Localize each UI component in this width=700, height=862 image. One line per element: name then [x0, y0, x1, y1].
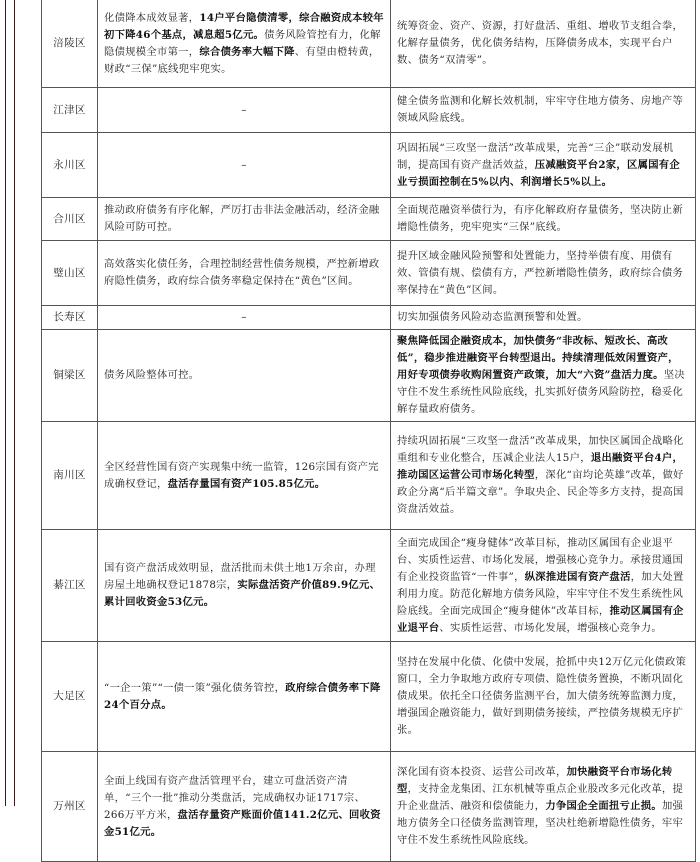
table-row: [42, 306, 696, 330]
plan-cell: [391, 530, 696, 642]
left-text-segment: 盘活存量国有资产105.85亿元。: [167, 477, 326, 490]
plan-cell: [391, 133, 696, 198]
left-text-segment: 化债降本成效显著，: [104, 11, 200, 24]
table-row: [42, 330, 696, 422]
table-row: [42, 422, 696, 530]
left-text-segment: “一企一策”“一债一策”强化债务管控，: [104, 681, 286, 694]
table-row: [42, 241, 696, 306]
right-text-segment: 加快融资平台市场化转型: [397, 766, 673, 795]
right-text-segment: 提升区域金融风险预警和处置能力，坚持举债有度、用债有效、管债有规、偿债有方，严控新增隐性债务，政府综合债务率保持在“黄色”区间。: [397, 249, 684, 296]
district-name: 长寿区: [42, 306, 98, 330]
district-name: 铜梁区: [42, 330, 98, 422]
table-row: [42, 133, 696, 198]
table-row: [42, 88, 696, 133]
right-text-segment: 全面完成国企“瘦身健体”改革目标，推动区属国有企业退平台、实质性运营、市场化发展，增强核心竞争力。承接贯通国有企业投资监管“一件事”，: [397, 536, 684, 583]
left-text-segment: 债务风险整体可控。: [104, 369, 200, 381]
district-name: 璧山区: [42, 241, 98, 306]
left-text-segment: 实际盘活资产价值89.9亿元、累计回收资金53亿元。: [104, 579, 381, 608]
right-text-segment: 健全债务监测和化解长效机制，牢牢守住地方债务、房地产等领域风险底线。: [397, 95, 684, 124]
plan-cell: [391, 306, 696, 330]
left-text-segment: –: [241, 158, 247, 171]
table-row: [42, 530, 696, 642]
table-row: [42, 642, 696, 752]
plan-cell: [391, 422, 696, 530]
achievement-cell: [98, 306, 391, 330]
left-text-segment: 推动政府债务有序化解，严厉打击非法金融活动，经济金融风险可防可控。: [104, 204, 380, 233]
left-text-segment: –: [241, 103, 247, 116]
right-text-segment: 压减融资平台2家，区属国有企业亏损面控制在5%以内、利润增长5%以上。: [397, 158, 680, 188]
district-name: 永川区: [42, 133, 98, 198]
right-text-segment: ，加大处置利用力度。防范化解地方债务风险，牢牢守住不发生系统性风险底线。全面完成国企“瘦身健体”改革目标，: [397, 570, 684, 617]
right-text-segment: 全面规范融资举债行为，有序化解政府存量债务，坚决防止新增隐性债务，兜牢兜实“三保”底线。: [397, 204, 684, 233]
left-text-segment: 综合债务率大幅下降: [199, 45, 295, 58]
right-text-segment: 聚焦降低国企融资成本，加快债务“非改标、短改长、高改低”，稳步推进融资平台转型退出。持续清理低效闲置资产，用好专项债券收购闲置资产政策，加大“六资”盘活力度。: [397, 335, 679, 381]
district-name: 綦江区: [42, 530, 98, 642]
plan-cell: [391, 752, 696, 862]
left-text-segment: 、有望由橙转黄，财政“三保”底线兜牢兜实。: [104, 45, 380, 75]
right-text-segment: 推动区属国有企业退平台: [397, 604, 684, 634]
right-text-segment: 统筹资金、资产、资源，打好盘活、重组、增收节支组合拳，化解存量债务，优化债务结构，压降债务成本，实现平台户数、债务“双清零”。: [397, 20, 684, 66]
district-name: 大足区: [42, 642, 98, 752]
right-text-segment: 退出融资平台4户，推动国区运营公司市场化转型: [397, 452, 684, 481]
right-text-segment: 加强地方债务全口径债务监测管理，坚决杜绝新增隐性债务，牢牢守住不发生系统性风险底线。: [397, 800, 684, 846]
achievement-cell: [98, 88, 391, 133]
right-text-segment: 力争国企全面扭亏止损。: [545, 800, 662, 812]
district-name: 合川区: [42, 198, 98, 241]
plan-cell: [391, 88, 696, 133]
achievement-cell: [98, 133, 391, 198]
achievement-cell: [98, 241, 391, 306]
achievement-cell: [98, 530, 391, 642]
table-row: [42, 0, 696, 88]
right-text-segment: ，深化“亩均论英雄”改革，做好政企分离“后半篇文章”。争取央企、民企等多方支持，提高国资盘活效益。: [397, 469, 684, 515]
plan-cell: [391, 241, 696, 306]
left-text-segment: –: [241, 311, 247, 323]
page-left-rule: [5, 0, 6, 806]
right-text-segment: 巩固拓展“三攻坚一盘活”改革成果，完善“三企”联动发展机制，提高国有资产盘活效益，: [397, 141, 674, 171]
plan-cell: [391, 330, 696, 422]
table-row: [42, 198, 696, 241]
achievement-cell: [98, 752, 391, 862]
district-name: 涪陵区: [42, 0, 98, 88]
table-row: [42, 752, 696, 862]
achievement-cell: [98, 422, 391, 530]
right-text-segment: 坚决守住不发生系统性风险底线，扎实抓好债务风险防控，稳妥化解存量政府债务。: [397, 369, 685, 415]
left-text-segment: 全面上线国有资产盘活管理平台，建立可盘活资产清单，“三个一批”推动分类盘活，完成确权办证1717宗、266万平方米，: [104, 774, 366, 821]
left-text-segment: 政府综合债务率下降24个百分点。: [104, 681, 381, 711]
district-name: 江津区: [42, 88, 98, 133]
right-text-segment: 深化国有资本投资、运营公司改革，: [397, 766, 567, 778]
left-text-segment: 高效落实化债任务，合理控制经营性债务规模，严控新增政府隐性债务，政府综合债务率稳定保持在“黄色”区间。: [104, 258, 380, 287]
right-text-segment: 纵深推进国有资产盘活: [524, 570, 631, 583]
left-text-segment: 国有资产盘活成效明显，盘活批而未供土地1万余亩，办理房屋土地确权登记1878宗，: [104, 562, 376, 591]
plan-cell: [391, 642, 696, 752]
district-name: 南川区: [42, 422, 98, 530]
left-text-segment: 债务风险管控有力，化解隐债规模全市第一，: [104, 28, 381, 58]
right-text-segment: 、实质性运营、市场化发展，增强核心竞争力。: [439, 621, 662, 634]
page-left-rule-inner: [14, 0, 15, 806]
right-text-segment: ，支持金龙集团、江东机械等重点企业股改多元化改革，提升企业盘活、融资和偿债能力，: [397, 783, 684, 812]
right-text-segment: 切实加强债务风险动态监测预警和处置。: [397, 311, 588, 323]
achievement-cell: [98, 330, 391, 422]
right-text-segment: 坚持在发展中化债、化债中发展，抢抓中央12万亿元化债政策窗口，全力争取地方政府专项债、隐性债务置换，不断巩固化债成果。依托全口径债务监测平台，加大债务统筹监测力度，增强国企融资能力，做好到期债务接续，严控债务规模无序扩张。: [397, 656, 687, 736]
plan-cell: [391, 0, 696, 88]
plan-cell: [391, 198, 696, 241]
left-text-segment: 盘活存量资产账面价值141.2亿元、回收资金51亿元。: [104, 808, 381, 838]
district-name: 万州区: [42, 752, 98, 862]
achievement-cell: [98, 0, 391, 88]
left-text-segment: 14户平台隐债清零，综合融资成本较年初下降46个基点，减息超5亿元。: [104, 11, 384, 41]
achievement-cell: [98, 198, 391, 241]
achievement-cell: [98, 642, 391, 752]
left-text-segment: 全区经营性国有资产实现集中统一监管，126宗国有资产完成确权登记，: [104, 460, 379, 490]
district-debt-table: [41, 0, 696, 862]
right-text-segment: 持续巩固拓展“三攻坚一盘活”改革成果，加快区属国企战略化重组和专业化整合，压减企业法人15户，: [397, 435, 684, 464]
